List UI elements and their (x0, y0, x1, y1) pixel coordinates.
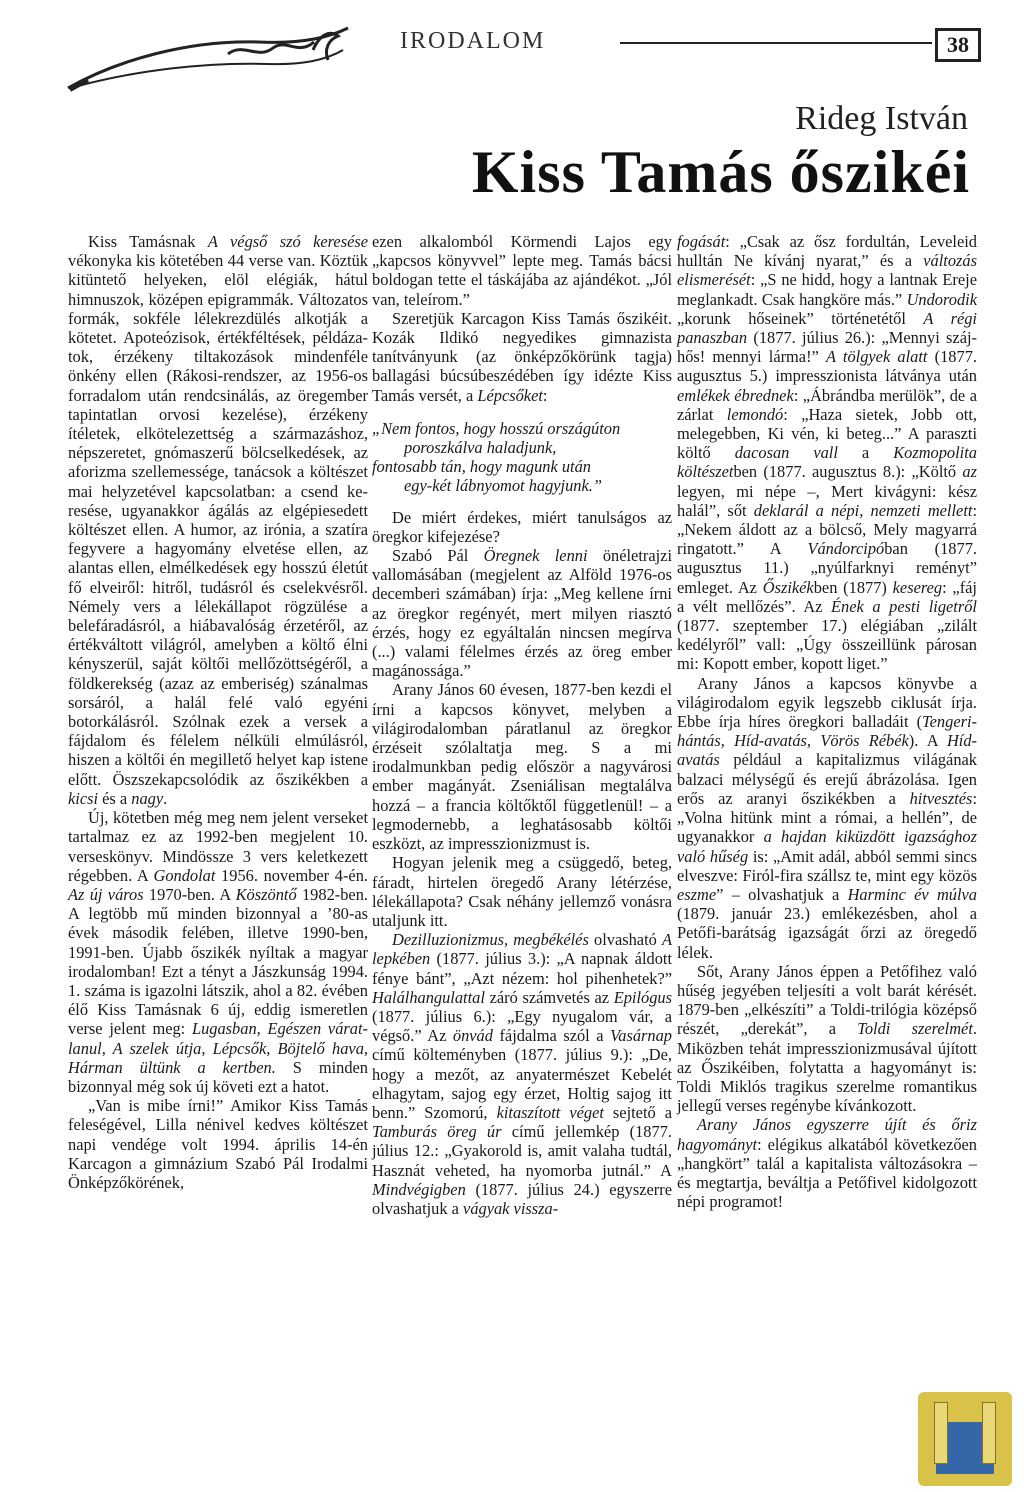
poem-line: poroszkálva haladjunk, (404, 438, 557, 458)
article-author: Rideg István (795, 100, 968, 137)
paragraph: Kiss Tamásnak A végső szó keresése vékonyka kis kötetében 44 verse van. Köztük kitüntető helyeken, elöl elégiák, hátul himnuszok, középen epigrammák. Változatos formák, sokféle lélekrezdülés alkotják a kötetet. Apoteózisok, értékféltések, példázatok, érzékeny tiltakozások mindenféle önkény ellen (Rákosi-rendszer, az 1956-os forradalom után rendcsinálás, az öregember tapintatlan orvosi kezelése), érzékeny ítéletek, elkötelezettség a származáshoz, népszeretet, gnómaszerű bölcselkedések, az aforizma szellemessége, tanácsok a költészet mai helyzetével kapcsolatban: a csend keresése, ugyanakkor ágálás az elgépiesedett költészet ellen. A humor, az irónia, a szatíra fegyvere a hagyomány elvetése ellen, az alantas ellen, elmélkedések egy hosszú életút fő elveiről: hitről, tudásról és cselekvésről. Némely vers a lélekállapot rögzülése a belefáradásról, a hiábavalóság érzetéről, az értékváltott világról, amelyben a költő élni kényszerül, saját költői mellőzöttségéről, a földkerekség (azaz az emberiség) szánalmas sorsáról, a halál felé való egyéni botorkálásról. Szólnak ezek a versek a fájdalom és félelem nélküli elmúlásról, hiszen a költői én megillető helyet kap istene előtt. Öszszekapcsolódik az őszikékben a kicsi és a nagy. (68, 232, 369, 808)
paragraph: Arany János egyszerre újít és őriz hagyományt: elégikus alkatából következően „hangkört” talál a kapitalista változásokra – és megtartja, beváltja a Petőfivel kidolgozott népi programot! (677, 1115, 977, 1212)
paragraph: fogását: „Csak az ősz fordultán, Leveleid hulltán Ne kívánj nyarat,” és a változás elismerését: „S ne hidd, hogy a lantnak Ereje meglankadt. Csak hangköre más.” Undorodik „korunk hőseinek” történetétől A régi panaszban (1877. július 26.): „Mennyi szájhős! mennyi lárma!” A tölgyek alatt (1877. augusztus 5.) impresszionista látványa után emlékek ébrednek: „Ábrándba merülök”, de a zárlat lemondó: „Haza sietek, Jobb ott, melegebben, Ki vén, ki beteg...” A paraszti költő dacosan vall a Kozmopolita költészetben (1877. augusztus 8.): „Költő az legyen, mi népe –, Mert kivágyni: kész halál”, sőt deklarál a népi, nemzeti mellett: „Nekem áldott az a bölcső, Mely magyarrá ringatott.” A Vándorcipóban (1877. augusztus 11.) „nyúlfarknyi reményt” emleget. Az Őszikékben (1877) kesereg: „fáj a vélt mellőzés”. Az Ének a pesti ligetről (1877. szeptember 17.) elégiában „zilált kedélyről” vall: „Úgy összeillünk párosan mi: Kopott ember, kopott liget.” (677, 232, 978, 674)
section-label: IRODALOM (400, 28, 546, 54)
poem-line: „Nem fontos, hogy hosszú országúton (372, 418, 621, 438)
article-title: Kiss Tamás őszikéi (471, 139, 970, 205)
poem-line: fontosabb tán, hogy magunk után (372, 457, 591, 477)
paragraph: Új, kötetben még meg nem jelent verseket tartalmaz ez az 1992-ben megjelent 10. verseskönyv. Mindössze 3 vers keletkezett régebben. A Gondolat 1956. november 4-én. Az új város 1970-ben. A Köszöntő 1982-ben. A legtöbb mű minden bizonnyal a ’80-as évek második felében, illetve 1990-ben, 1991-ben. Újabb őszikék nyíltak a magyar irodalomban! Ezt a tényt a Jászkunság 1994. 1. száma is igazolni látszik, ahol a 82. évében élő Kiss Tamásnak 6 új, eddig ismeretlen verse jelent meg: Lugasban, Egészen váratlanul, A szelek útja, Lépcsők, Böjtelő hava, Hárman ültünk a kertben. S minden bizonnyal még sok új követi ezt a hatot. (68, 808, 368, 1096)
paragraph: „Van is mibe írni!” Amikor Kiss Tamás feleségével, Lilla nénivel kedves költészet napi vendége volt 1994. április 14-én Karcagon a gimnázium Szabó Pál Irodalmi Önképzőkörének, (68, 1096, 368, 1192)
library-seal-emblem (918, 1392, 1012, 1486)
page-number: 38 (935, 28, 981, 62)
paragraph: Dezilluzionizmus, megbékélés olvasható A lepkében (1877. július 3.): „A napnak áldott fénye bánt”, „Azt nézem: hol pihenhetek?” Halálhangulattal záró számvetés az Epilógus (1877. július 6.): „Egy nyugalom vár, a végső.” Az önvád fájdalma szól a Vasárnap című költeményben (1877. július 9.): „De, hogy a mezőt, az anyatermészet Kebelét elhagytam, sajog egy érzet, Holtig sajog itt benn.” Szomorú, kitaszított véget sejtető a Tamburás öreg úr című jellemkép (1877. július 12.: „Gyakorold is, amit valaha tudtál, Hasznát veheted, ha nyomorba jutnál.” A Mindvégigben (1877. július 24.) egyszerre olvashatjuk a vágyak vissza- (372, 930, 673, 1218)
paragraph: Sőt, Arany János éppen a Petőfihez való hűség jegyében teljesíti a volt barát kérését. 1879-ben „elkészíti” a Toldi-trilógia középső részét, „derekát”, a Toldi szerelmét. Miközben tehát impresszionizmusával újított az Őszikéiben, folytatta a hagyományt is: Toldi Miklós tragikus szerelme romantikus jellegű verses regénybe kívánkozott. (677, 961, 977, 1116)
paragraph: Arany János a kapcsos könyvbe a világirodalom egyik legszebb ciklusát írja. Ebbe írja híres öregkori balladáit (Tengeri-hántás, Híd-avatás, Vörös Rébék). A Híd-avatás például a kapitalizmus világának balzaci mélységű és erejű ábrázolása. Igen erős az aranyi őszikékben a hitvesztés: „Volna hitünk mint a római, a hellén”, de ugyanakkor a hajdan kiküzdött igazsághoz való hűség is: „Amit adál, abból semmi sincs elveszve: Firól-fira szállsz te, mint egy közös eszme” – olvashatjuk a Harminc év múlva (1879. január 23.) emlékezésben, ahol a Petőfi-barátság igazságát őrzi az öregedő lélek. (677, 673, 978, 962)
header-rule (620, 42, 932, 44)
paragraph: De miért érdekes, miért tanulságos az öregkor kifejezése? (372, 507, 672, 546)
text-column-1 (68, 232, 368, 1192)
poem-line: egy-két lábnyomot hagyjunk.” (404, 476, 602, 496)
paragraph: Szabó Pál Öregnek lenni önéletrajzi vallomásában (megjelent az Alföld 1976-os decemberi számában) írja: „Meg kellene írni az öregkor regényét, mert milyen riasztó érzés, hogy ez egyáltalán nincsen megírva (...) valami félelmes érzés az öreg ember magánossága.” (372, 546, 672, 681)
text-column-3 (677, 232, 977, 1211)
paragraph: ezen alkalomból Körmendi Lajos egy „kapcsos könyvvel” lepte meg. Tamás bácsi boldogan tette el táskájába az ajándékot. „Jól van, teleírom.” (372, 232, 672, 309)
paragraph: Szeretjük Karcagon Kiss Tamás őszikéit. Kozák Ildikó negyedikes gimnazista tanítványunk (az önképzőkörünk tagja) ballagási búcsúbeszédében így idézte Kiss Tamás versét, a Lépcsőket: (372, 308, 672, 405)
decorative-quill-logo (58, 20, 358, 100)
text-column-2 (372, 232, 672, 1218)
paragraph: Hogyan jelenik meg a csüggedő, beteg, fáradt, hirtelen öregedő Arany létérzése, lélekállapota? Csak néhány jellemző vonásra utaljunk itt. (372, 853, 672, 930)
paragraph: Arany János 60 évesen, 1877-ben kezdi el írni a kapcsos könyvet, melyben a világirodalomban páratlanul az öregkor érzéseit szólaltatja meg. S a mi irodalmunkban pedig először a nagyvárosi ember magányát. Zseniálisan megtalálva hozzá – a francia költőktől függetlenül! – a legmodernebb, a leghatásosabb költői eszközt, az impresszionizmust is. (372, 680, 672, 854)
poem-quote (372, 419, 672, 496)
